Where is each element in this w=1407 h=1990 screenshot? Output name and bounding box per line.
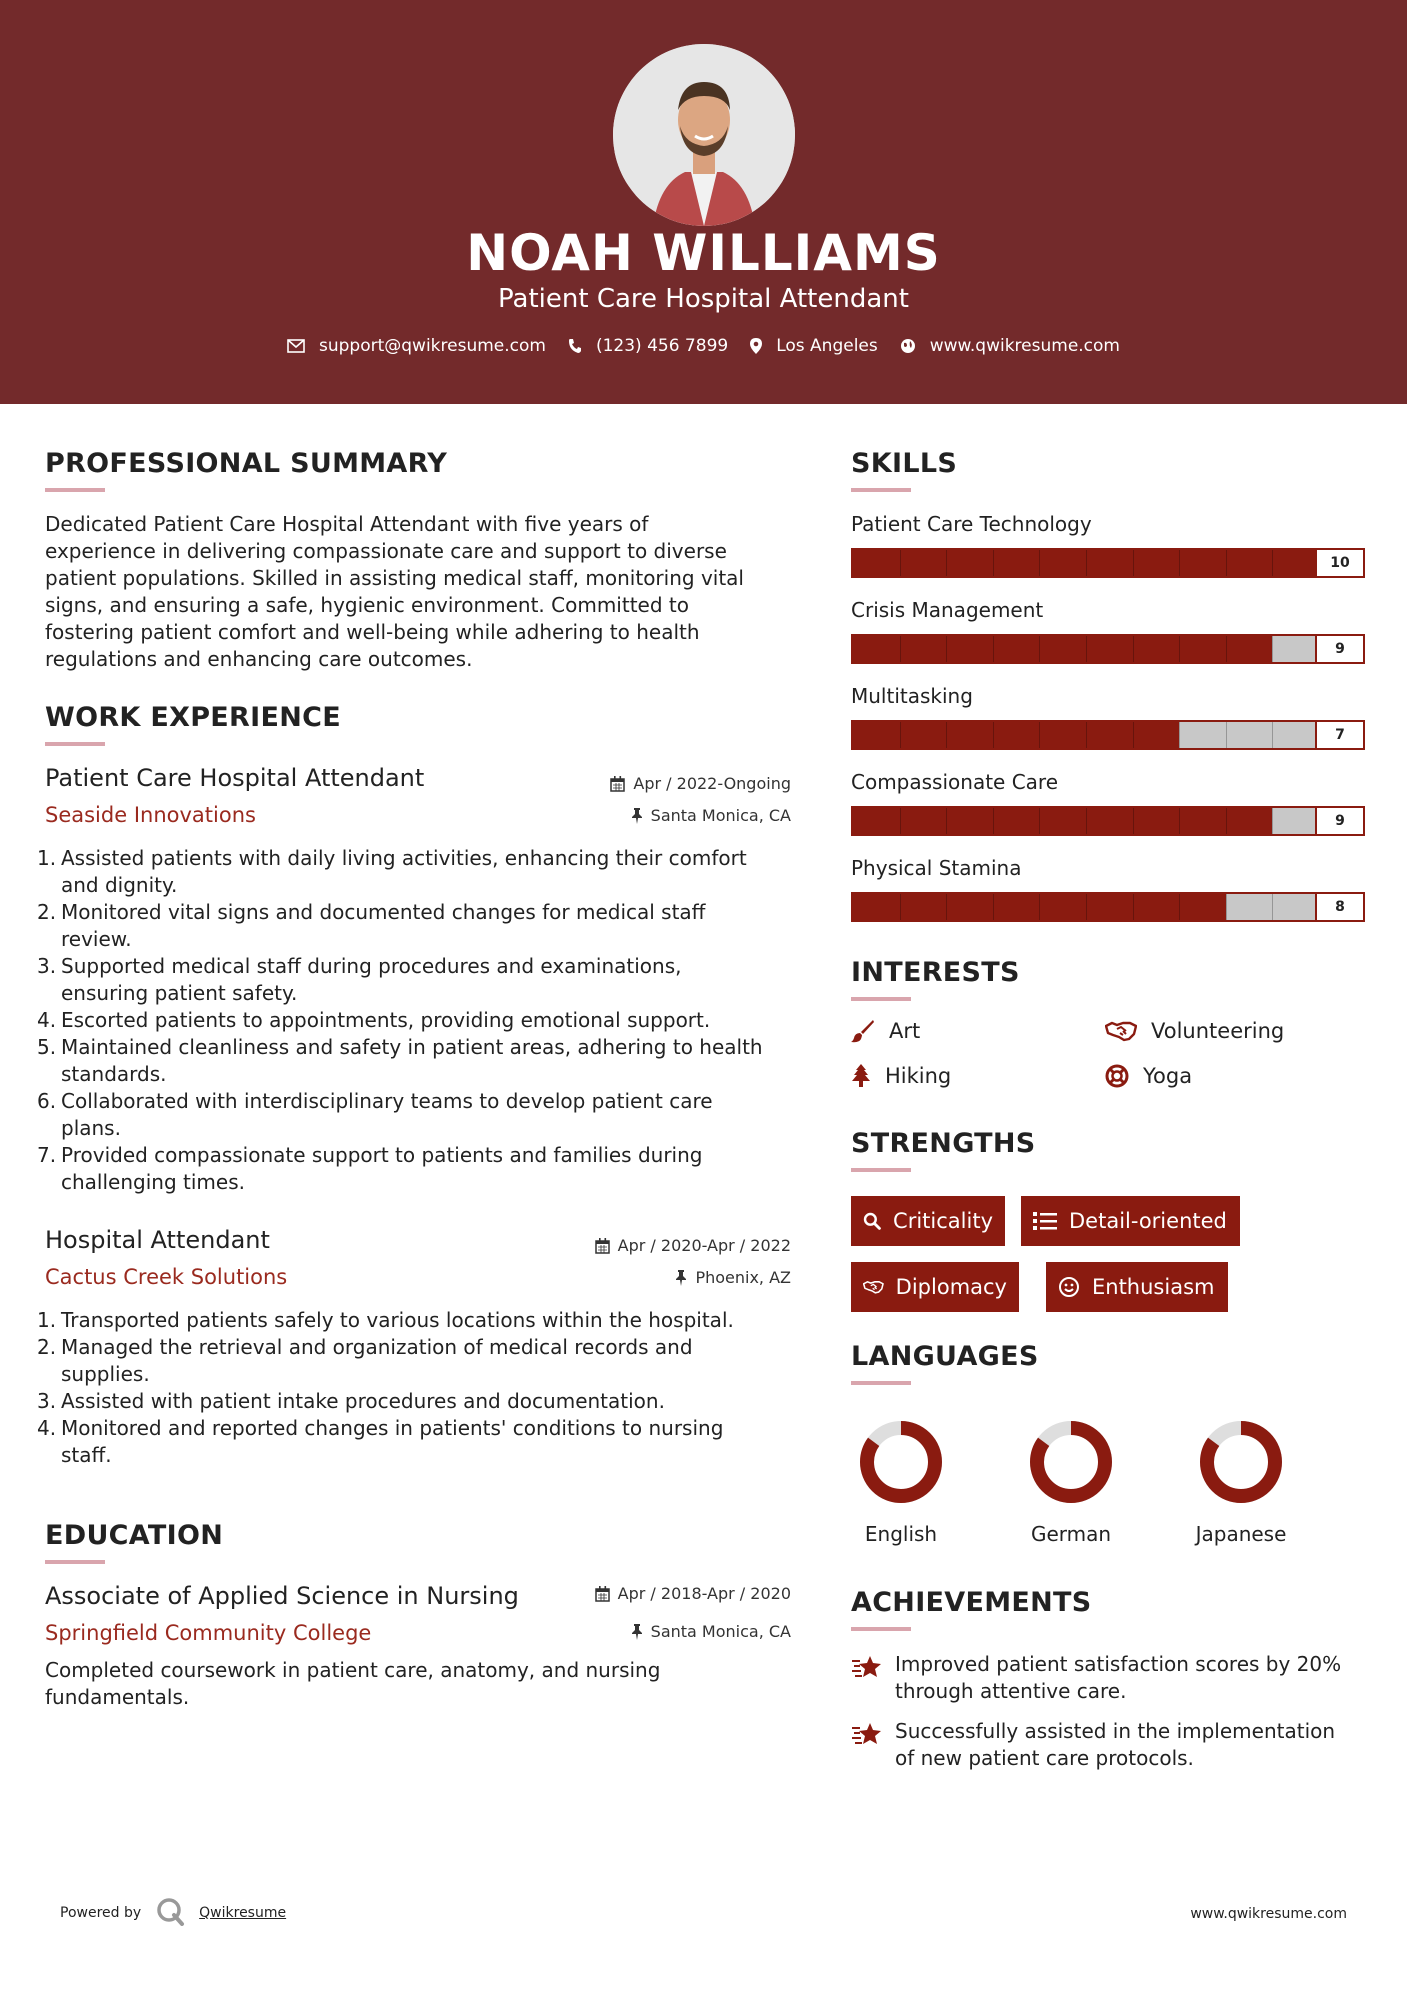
job-duties-list [37,845,797,1196]
education-dates-text: Apr / 2018-Apr / 2020 [617,1584,791,1603]
list-item: 2. Managed the retrieval and organization of medical records and supplies. [37,1335,693,1386]
summary-line: patient populations. Skilled in assisting medical staff, monitoring vital [45,566,744,590]
list-item: 4. Escorted patients to appointments, providing emotional support. [37,1008,711,1032]
job-location-text: Phoenix, AZ [695,1268,791,1287]
handshake-icon [1105,1020,1137,1042]
calendar-icon [595,1238,610,1254]
skill-bar-segment [1272,808,1273,834]
skill-bar-segment [1272,550,1273,576]
contact-website[interactable] [900,336,1120,356]
job-location [500,1268,791,1287]
strength-badge [1046,1262,1228,1312]
skill-bar-segment [1226,722,1227,748]
education-description [45,1657,795,1711]
job-dates-text: Apr / 2022-Ongoing [633,774,791,793]
skill-bar-segment [1086,636,1087,662]
summary-heading: PROFESSIONAL SUMMARY [45,448,448,479]
qwikresume-logo-icon [155,1896,185,1930]
skills-heading: SKILLS [851,448,958,479]
summary-line: fostering patient comfort and well-being while adhering to health [45,620,700,644]
language-donut [855,1416,947,1508]
skill-bar-fill [853,722,1179,748]
skill-bar-segment [1226,550,1227,576]
skill-bar-fill [853,636,1272,662]
skill-bar-segment [1179,894,1180,920]
achievement-item [851,1651,1371,1705]
language-label: German [1030,1522,1112,1546]
strengths-underline [851,1168,911,1172]
interests-underline [851,997,911,1001]
search-icon [863,1210,881,1232]
skill-bar-segment [946,722,947,748]
achievements-heading: ACHIEVEMENTS [851,1587,1092,1618]
pushpin-icon [675,1270,687,1286]
strengths-heading: STRENGTHS [851,1128,1036,1159]
skill-bar-segment [946,894,947,920]
job-company: Seaside Innovations [45,803,256,827]
skill-bar-segment [1226,894,1227,920]
contact-phone-text: (123) 456 7899 [595,336,729,356]
contact-email-text: support@qwikresume.com [319,336,546,356]
job-title: Patient Care Hospital Attendant [45,764,425,792]
skill-bar-segment [1226,636,1227,662]
summary-line: Dedicated Patient Care Hospital Attendant with five years of [45,512,649,536]
calendar-icon [595,1586,610,1602]
list-item: 1. Assisted patients with daily living activities, enhancing their comfort and dignity. [37,846,747,897]
list-item: 7. Provided compassionate support to patients and families during challenging times. [37,1143,703,1194]
pushpin-icon [631,808,643,824]
job-title: Hospital Attendant [45,1226,270,1254]
list-item: 4. Monitored and reported changes in patients' conditions to nursing staff. [37,1416,724,1467]
skill-bar-segment [993,894,994,920]
skill-name: Compassionate Care [851,770,1059,794]
summary-line: signs, and ensuring a safe, hygienic environment. Committed to [45,593,689,617]
language-donut [1025,1416,1117,1508]
skill-bar [851,892,1365,922]
strength-label: Criticality [893,1209,993,1233]
interest-label: Art [889,1019,921,1043]
interest-volunteering [1105,1019,1284,1043]
skill-bar-segment [993,808,994,834]
skill-bar [851,548,1365,578]
job-duties-list [37,1307,797,1469]
skill-bar-segment [1039,550,1040,576]
job-dates [500,1236,791,1255]
list-item: 1. Transported patients safely to various locations within the hospital. [37,1308,734,1332]
skills-underline [851,488,911,492]
education-line: Completed coursework in patient care, anatomy, and nursing [45,1658,661,1682]
envelope-icon [287,339,305,353]
skill-name: Crisis Management [851,598,1044,622]
skill-bar-segment [1086,722,1087,748]
footer-branding [60,1896,286,1930]
skill-score: 9 [1315,808,1363,834]
skill-bar-segment [1272,722,1273,748]
skill-score: 8 [1315,894,1363,920]
skill-bar-segment [1133,550,1134,576]
powered-by-label: Powered by [60,1905,142,1921]
skill-name: Physical Stamina [851,856,1022,880]
languages-underline [851,1381,911,1385]
profile-photo [613,44,795,226]
achievement-line: of new patient care protocols. [895,1746,1194,1770]
skill-bar-segment [1179,636,1180,662]
experience-heading: WORK EXPERIENCE [45,702,341,733]
summary-underline [45,488,105,492]
calendar-icon [610,776,625,792]
tree-icon [851,1064,871,1088]
lifebuoy-icon [1105,1064,1129,1088]
achievements-underline [851,1627,911,1631]
skill-score: 7 [1315,722,1363,748]
degree-title: Associate of Applied Science in Nursing [45,1582,519,1610]
skill-bar-segment [900,550,901,576]
language-item [841,1416,961,1546]
star-award-icon [851,1720,883,1748]
education-location-text: Santa Monica, CA [650,1622,791,1641]
strength-label: Detail-oriented [1069,1209,1227,1233]
language-label: English [864,1522,938,1546]
skill-bar-segment [1039,894,1040,920]
pushpin-icon [631,1624,643,1640]
skill-bar-segment [1133,894,1134,920]
list-item: 5. Maintained cleanliness and safety in patient areas, adhering to health standards. [37,1035,763,1086]
list-item: 3. Supported medical staff during procedures and examinations, ensuring patient safety. [37,954,682,1005]
language-item [1011,1416,1131,1546]
candidate-title: Patient Care Hospital Attendant [498,284,909,314]
education-location [500,1622,791,1641]
strength-badge [851,1196,1005,1246]
qwikresume-link[interactable]: Qwikresume [199,1905,287,1921]
skill-bar [851,806,1365,836]
skill-bar-segment [1086,550,1087,576]
skill-score: 9 [1315,636,1363,662]
skill-bar-segment [1179,550,1180,576]
skill-name: Patient Care Technology [851,512,1092,536]
experience-underline [45,742,105,746]
skill-bar-segment [900,636,901,662]
skill-bar [851,720,1365,750]
job-dates-text: Apr / 2020-Apr / 2022 [617,1236,791,1255]
job-location-text: Santa Monica, CA [650,806,791,825]
interest-label: Volunteering [1151,1019,1285,1043]
star-award-icon [851,1653,883,1681]
skill-bar-segment [1086,808,1087,834]
school-name: Springfield Community College [45,1621,372,1645]
contact-phone[interactable] [568,336,728,356]
map-pin-icon [750,338,762,354]
skill-bar-segment [993,722,994,748]
skill-bar-segment [946,808,947,834]
interest-label: Yoga [1143,1064,1193,1088]
skill-bar-segment [1226,808,1227,834]
skill-bar-segment [1133,636,1134,662]
job-dates [500,774,791,793]
candidate-name: NOAH WILLIAMS [466,224,941,282]
list-icon [1033,1211,1057,1231]
skill-bar-segment [900,722,901,748]
skill-bar-segment [900,894,901,920]
skill-bar-segment [900,808,901,834]
strength-label: Diplomacy [895,1275,1007,1299]
contact-bar [0,336,1407,356]
skill-bar-segment [1039,808,1040,834]
skill-bar-segment [1272,636,1273,662]
skill-bar-segment [1039,722,1040,748]
list-item: 3. Assisted with patient intake procedures and documentation. [37,1389,665,1413]
interest-art [851,1019,920,1043]
summary-text [45,511,795,673]
strength-badge [1021,1196,1240,1246]
contact-email[interactable] [287,336,546,356]
resume-header [0,0,1407,404]
language-label: Japanese [1195,1522,1287,1546]
achievement-item [851,1718,1371,1772]
skill-bar-segment [1133,808,1134,834]
list-item: 6. Collaborated with interdisciplinary teams to develop patient care plans. [37,1089,713,1140]
smile-icon [1058,1276,1080,1298]
skill-bar-segment [1179,722,1180,748]
contact-location-text: Los Angeles [776,336,878,356]
interest-label: Hiking [885,1064,952,1088]
skill-bar-segment [993,636,994,662]
paintbrush-icon [851,1019,875,1043]
education-underline [45,1560,105,1564]
language-item [1181,1416,1301,1546]
footer-website[interactable]: www.qwikresume.com [1190,1906,1347,1922]
skill-bar-segment [1039,636,1040,662]
handshake-icon [863,1276,884,1298]
list-item: 2. Monitored vital signs and documented changes for medical staff review. [37,900,706,951]
skill-bar-segment [993,550,994,576]
achievement-line: Successfully assisted in the implementation [895,1719,1336,1743]
summary-line: regulations and enhancing care outcomes. [45,647,473,671]
skill-name: Multitasking [851,684,973,708]
phone-icon [568,338,582,354]
strength-label: Enthusiasm [1092,1275,1215,1299]
education-line: fundamentals. [45,1685,190,1709]
skill-bar-segment [1086,894,1087,920]
globe-icon [900,338,916,354]
contact-location [750,336,878,356]
achievement-line: Improved patient satisfaction scores by 20% [895,1652,1342,1676]
skill-bar-segment [946,550,947,576]
skill-bar-segment [946,636,947,662]
contact-website-text: www.qwikresume.com [929,336,1120,356]
job-location [500,806,791,825]
interests-heading: INTERESTS [851,957,1020,988]
skill-bar-fill [853,808,1272,834]
strength-badge [851,1262,1019,1312]
job-company: Cactus Creek Solutions [45,1265,288,1289]
skill-bar [851,634,1365,664]
education-heading: EDUCATION [45,1520,224,1551]
skill-bar-segment [1133,722,1134,748]
languages-heading: LANGUAGES [851,1341,1039,1372]
achievement-line: through attentive care. [895,1679,1127,1703]
language-donut [1195,1416,1287,1508]
interest-yoga [1105,1064,1192,1088]
skill-score: 10 [1315,550,1363,576]
education-dates [500,1584,791,1603]
interest-hiking [851,1064,951,1088]
summary-line: experience in delivering compassionate care and support to diverse [45,539,727,563]
skill-bar-segment [1179,808,1180,834]
skill-bar-segment [1272,894,1273,920]
